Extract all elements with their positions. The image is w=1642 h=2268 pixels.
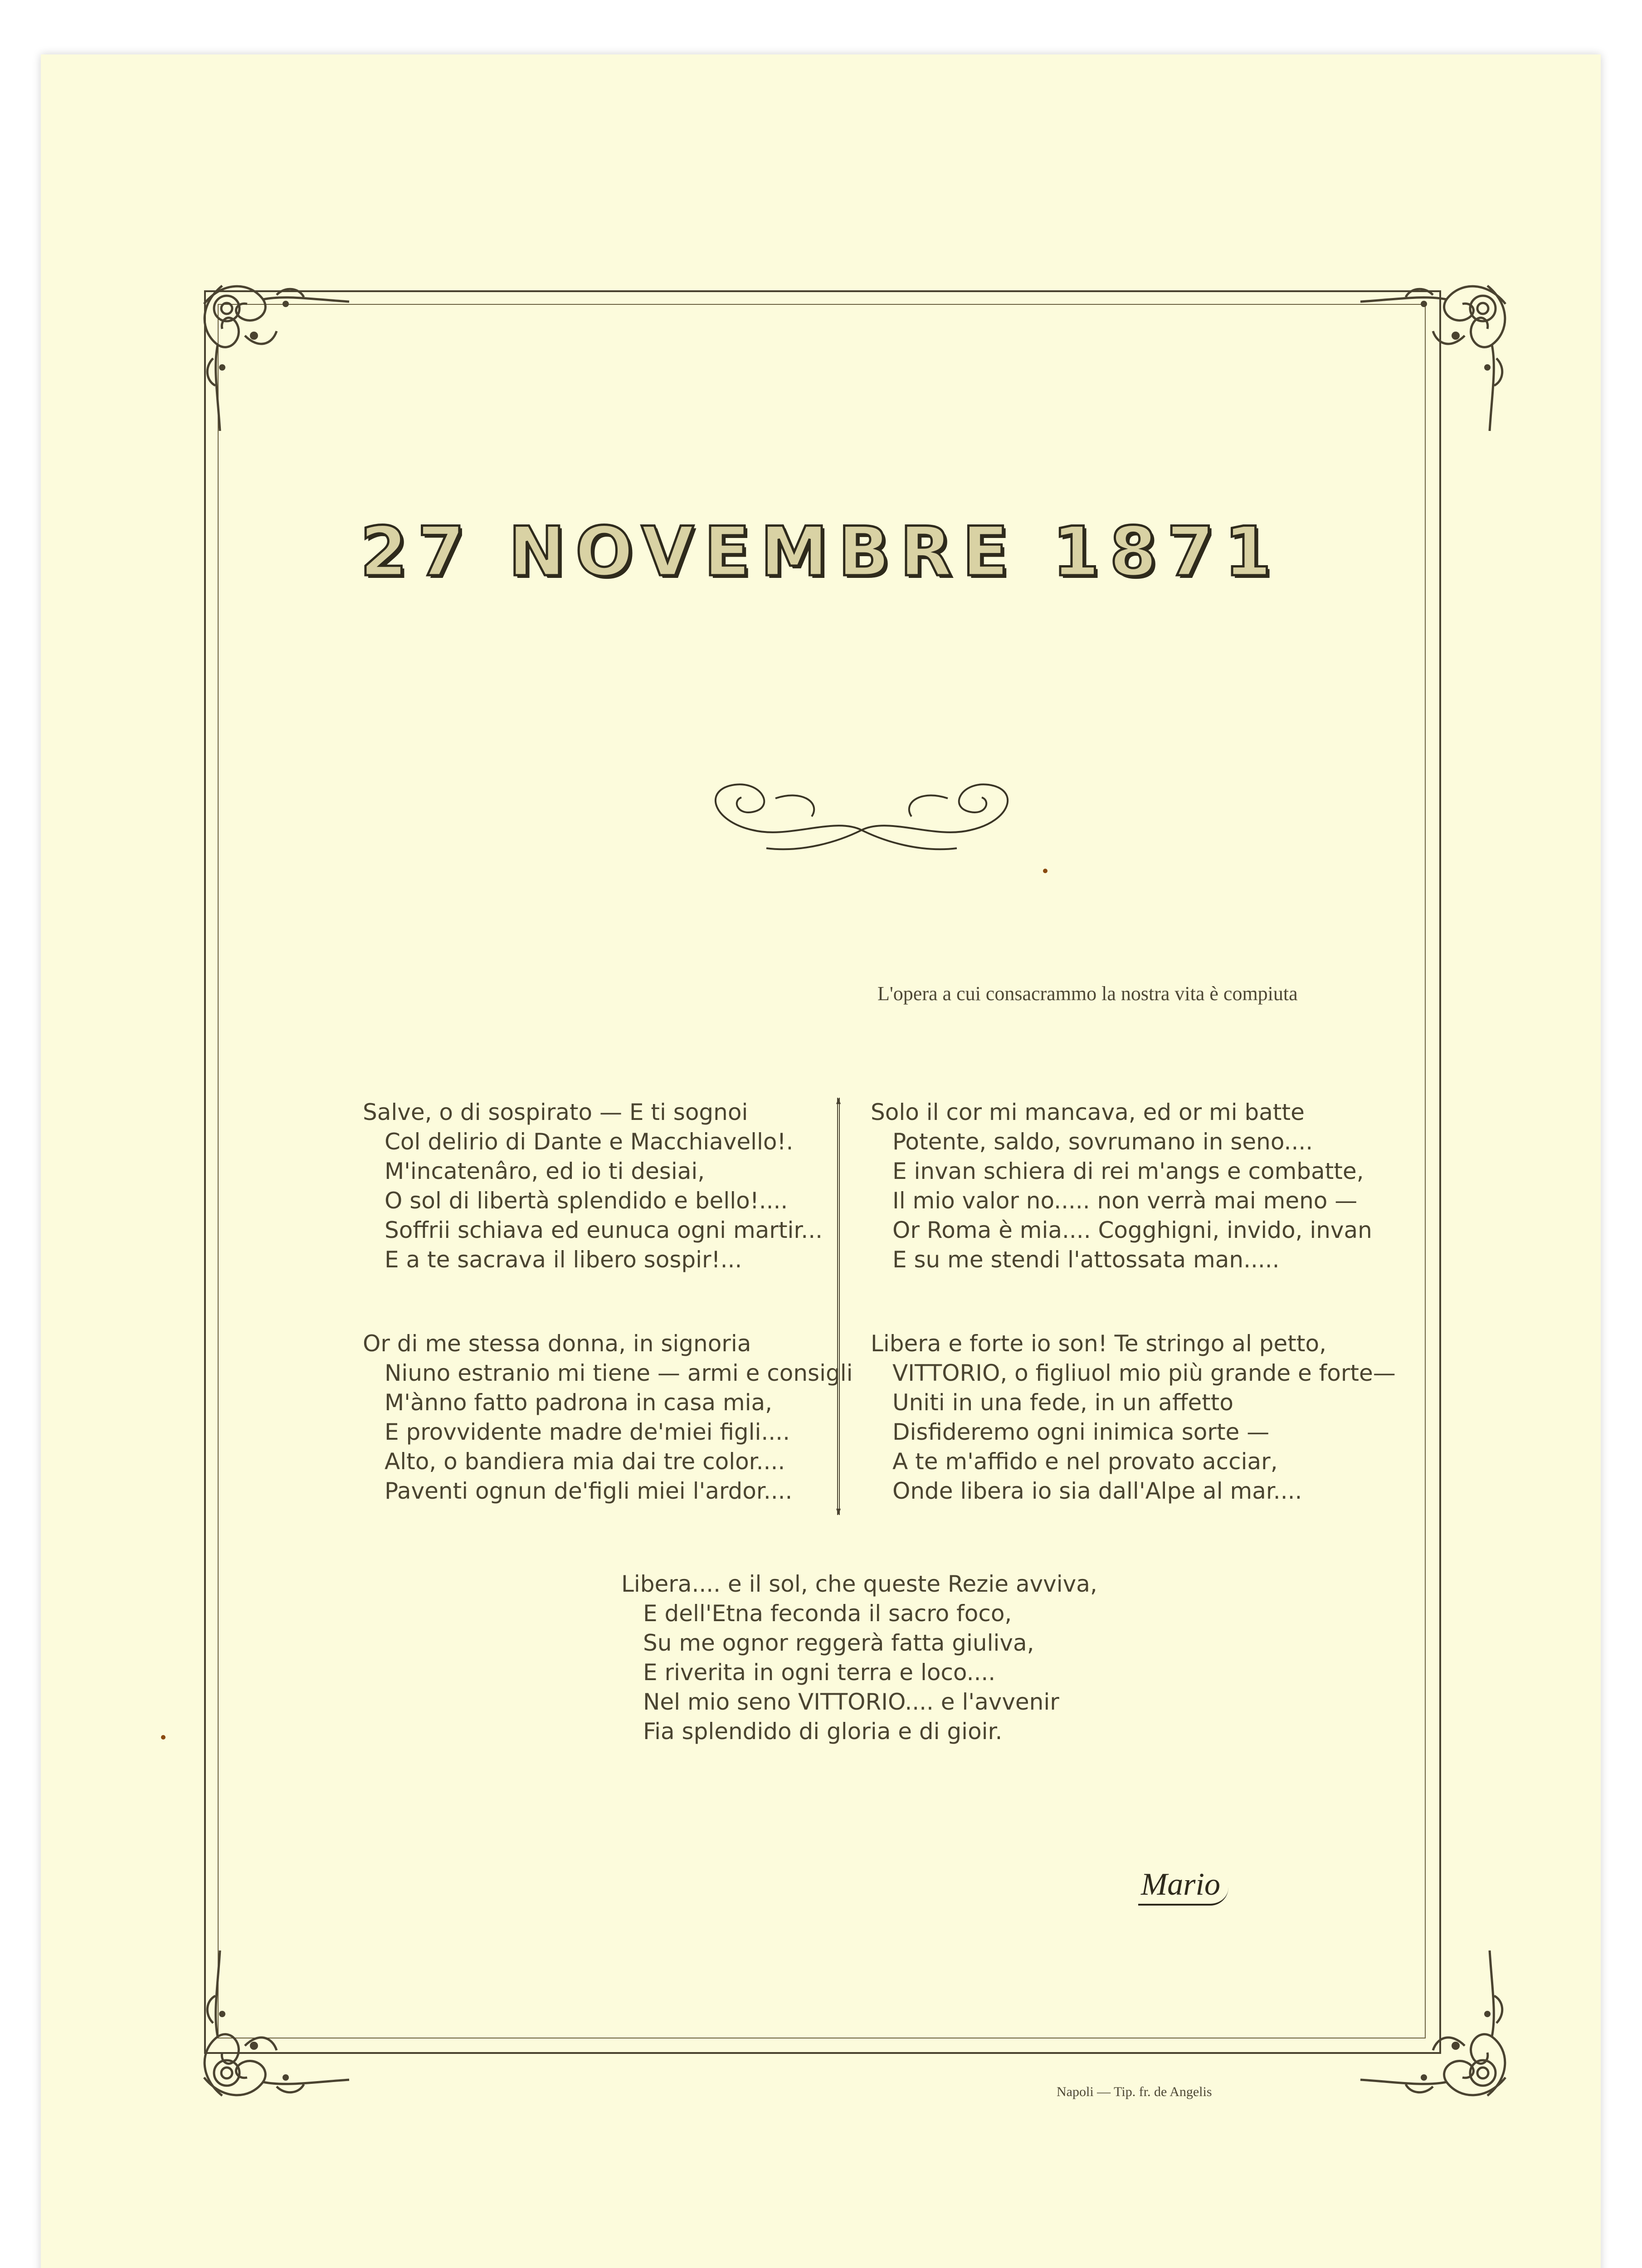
verse-line: M'ànno fatto padrona in casa mia, bbox=[385, 1389, 773, 1416]
verse-line: Or Roma è mia.... Cogghigni, invido, invan bbox=[892, 1217, 1372, 1243]
verse-line: Soffrii schiava ed eunuca ogni martir... bbox=[385, 1217, 823, 1243]
verse-line: Uniti in una fede, in un affetto bbox=[892, 1389, 1234, 1416]
verse-line: E dell'Etna feconda il sacro foco, bbox=[643, 1600, 1012, 1627]
verse-line: E invan schiera di rei m'angs e combatte, bbox=[892, 1158, 1364, 1184]
verse-line: Niuno estranio mi tiene — armi e consigli bbox=[385, 1360, 853, 1386]
verse-line: Salve, o di sospirato — E ti sognoi bbox=[363, 1099, 748, 1125]
stanza-1 bbox=[363, 1098, 823, 1275]
page-title: 27 NOVEMBRE 1871 bbox=[360, 513, 1281, 591]
corner-ornament-bottom-right bbox=[1351, 1941, 1515, 2105]
verse-line: Alto, o bandiera mia dai tre color.... bbox=[385, 1448, 785, 1475]
column-divider bbox=[836, 1098, 841, 1515]
verse-line: M'incatenâro, ed io ti desiai, bbox=[385, 1158, 705, 1184]
stanza-2 bbox=[363, 1329, 853, 1506]
verse-line: Nel mio seno VITTORIO.... e l'avvenir bbox=[643, 1689, 1059, 1715]
verse-line: VITTORIO, o figliuol mio più grande e forte— bbox=[892, 1360, 1396, 1386]
verse-line: O sol di libertà splendido e bello!.... bbox=[385, 1188, 788, 1214]
verse-line: Il mio valor no..... non verrà mai meno — bbox=[892, 1188, 1358, 1214]
stanza-5 bbox=[621, 1569, 1097, 1746]
verse-line: E riverita in ogni terra e loco.... bbox=[643, 1659, 996, 1686]
corner-ornament-top-left bbox=[195, 277, 358, 440]
verse-line: Onde libera io sia dall'Alpe al mar.... bbox=[892, 1478, 1302, 1504]
broadside-sheet bbox=[41, 54, 1601, 2268]
verse-line: Or di me stessa donna, in signoria bbox=[363, 1330, 751, 1357]
verse-line: E su me stendi l'attossata man..... bbox=[892, 1246, 1280, 1273]
epigraph: L'opera a cui consacrammo la nostra vita è compiuta bbox=[877, 982, 1298, 1005]
verse-line: Potente, saldo, sovrumano in seno.... bbox=[892, 1129, 1313, 1155]
corner-ornament-top-right bbox=[1351, 277, 1515, 440]
author-signature: Mario bbox=[1138, 1867, 1228, 1906]
verse-line: A te m'affido e nel provato acciar, bbox=[892, 1448, 1278, 1475]
verse-line: Libera.... e il sol, che queste Rezie avviva, bbox=[621, 1571, 1097, 1597]
flourish-ornament bbox=[685, 762, 1038, 875]
printer-imprint: Napoli — Tip. fr. de Angelis bbox=[1057, 2084, 1212, 2099]
stanza-3 bbox=[871, 1098, 1372, 1275]
verse-line: Disfideremo ogni inimica sorte — bbox=[892, 1419, 1270, 1445]
ink-speck bbox=[161, 1735, 166, 1740]
verse-line: E a te sacrava il libero sospir!... bbox=[385, 1246, 742, 1273]
stanza-4 bbox=[871, 1329, 1396, 1506]
verse-line: Su me ognor reggerà fatta giuliva, bbox=[643, 1630, 1034, 1656]
ink-speck bbox=[1043, 869, 1048, 873]
verse-line: Solo il cor mi mancava, ed or mi batte bbox=[871, 1099, 1305, 1125]
corner-ornament-bottom-left bbox=[195, 1941, 358, 2105]
verse-line: Libera e forte io son! Te stringo al petto, bbox=[871, 1330, 1326, 1357]
verse-line: E provvidente madre de'miei figli.... bbox=[385, 1419, 790, 1445]
verse-line: Paventi ognun de'figli miei l'ardor.... bbox=[385, 1478, 793, 1504]
verse-line: Col delirio di Dante e Macchiavello!. bbox=[385, 1129, 794, 1155]
verse-line: Fia splendido di gloria e di gioir. bbox=[643, 1718, 1003, 1745]
